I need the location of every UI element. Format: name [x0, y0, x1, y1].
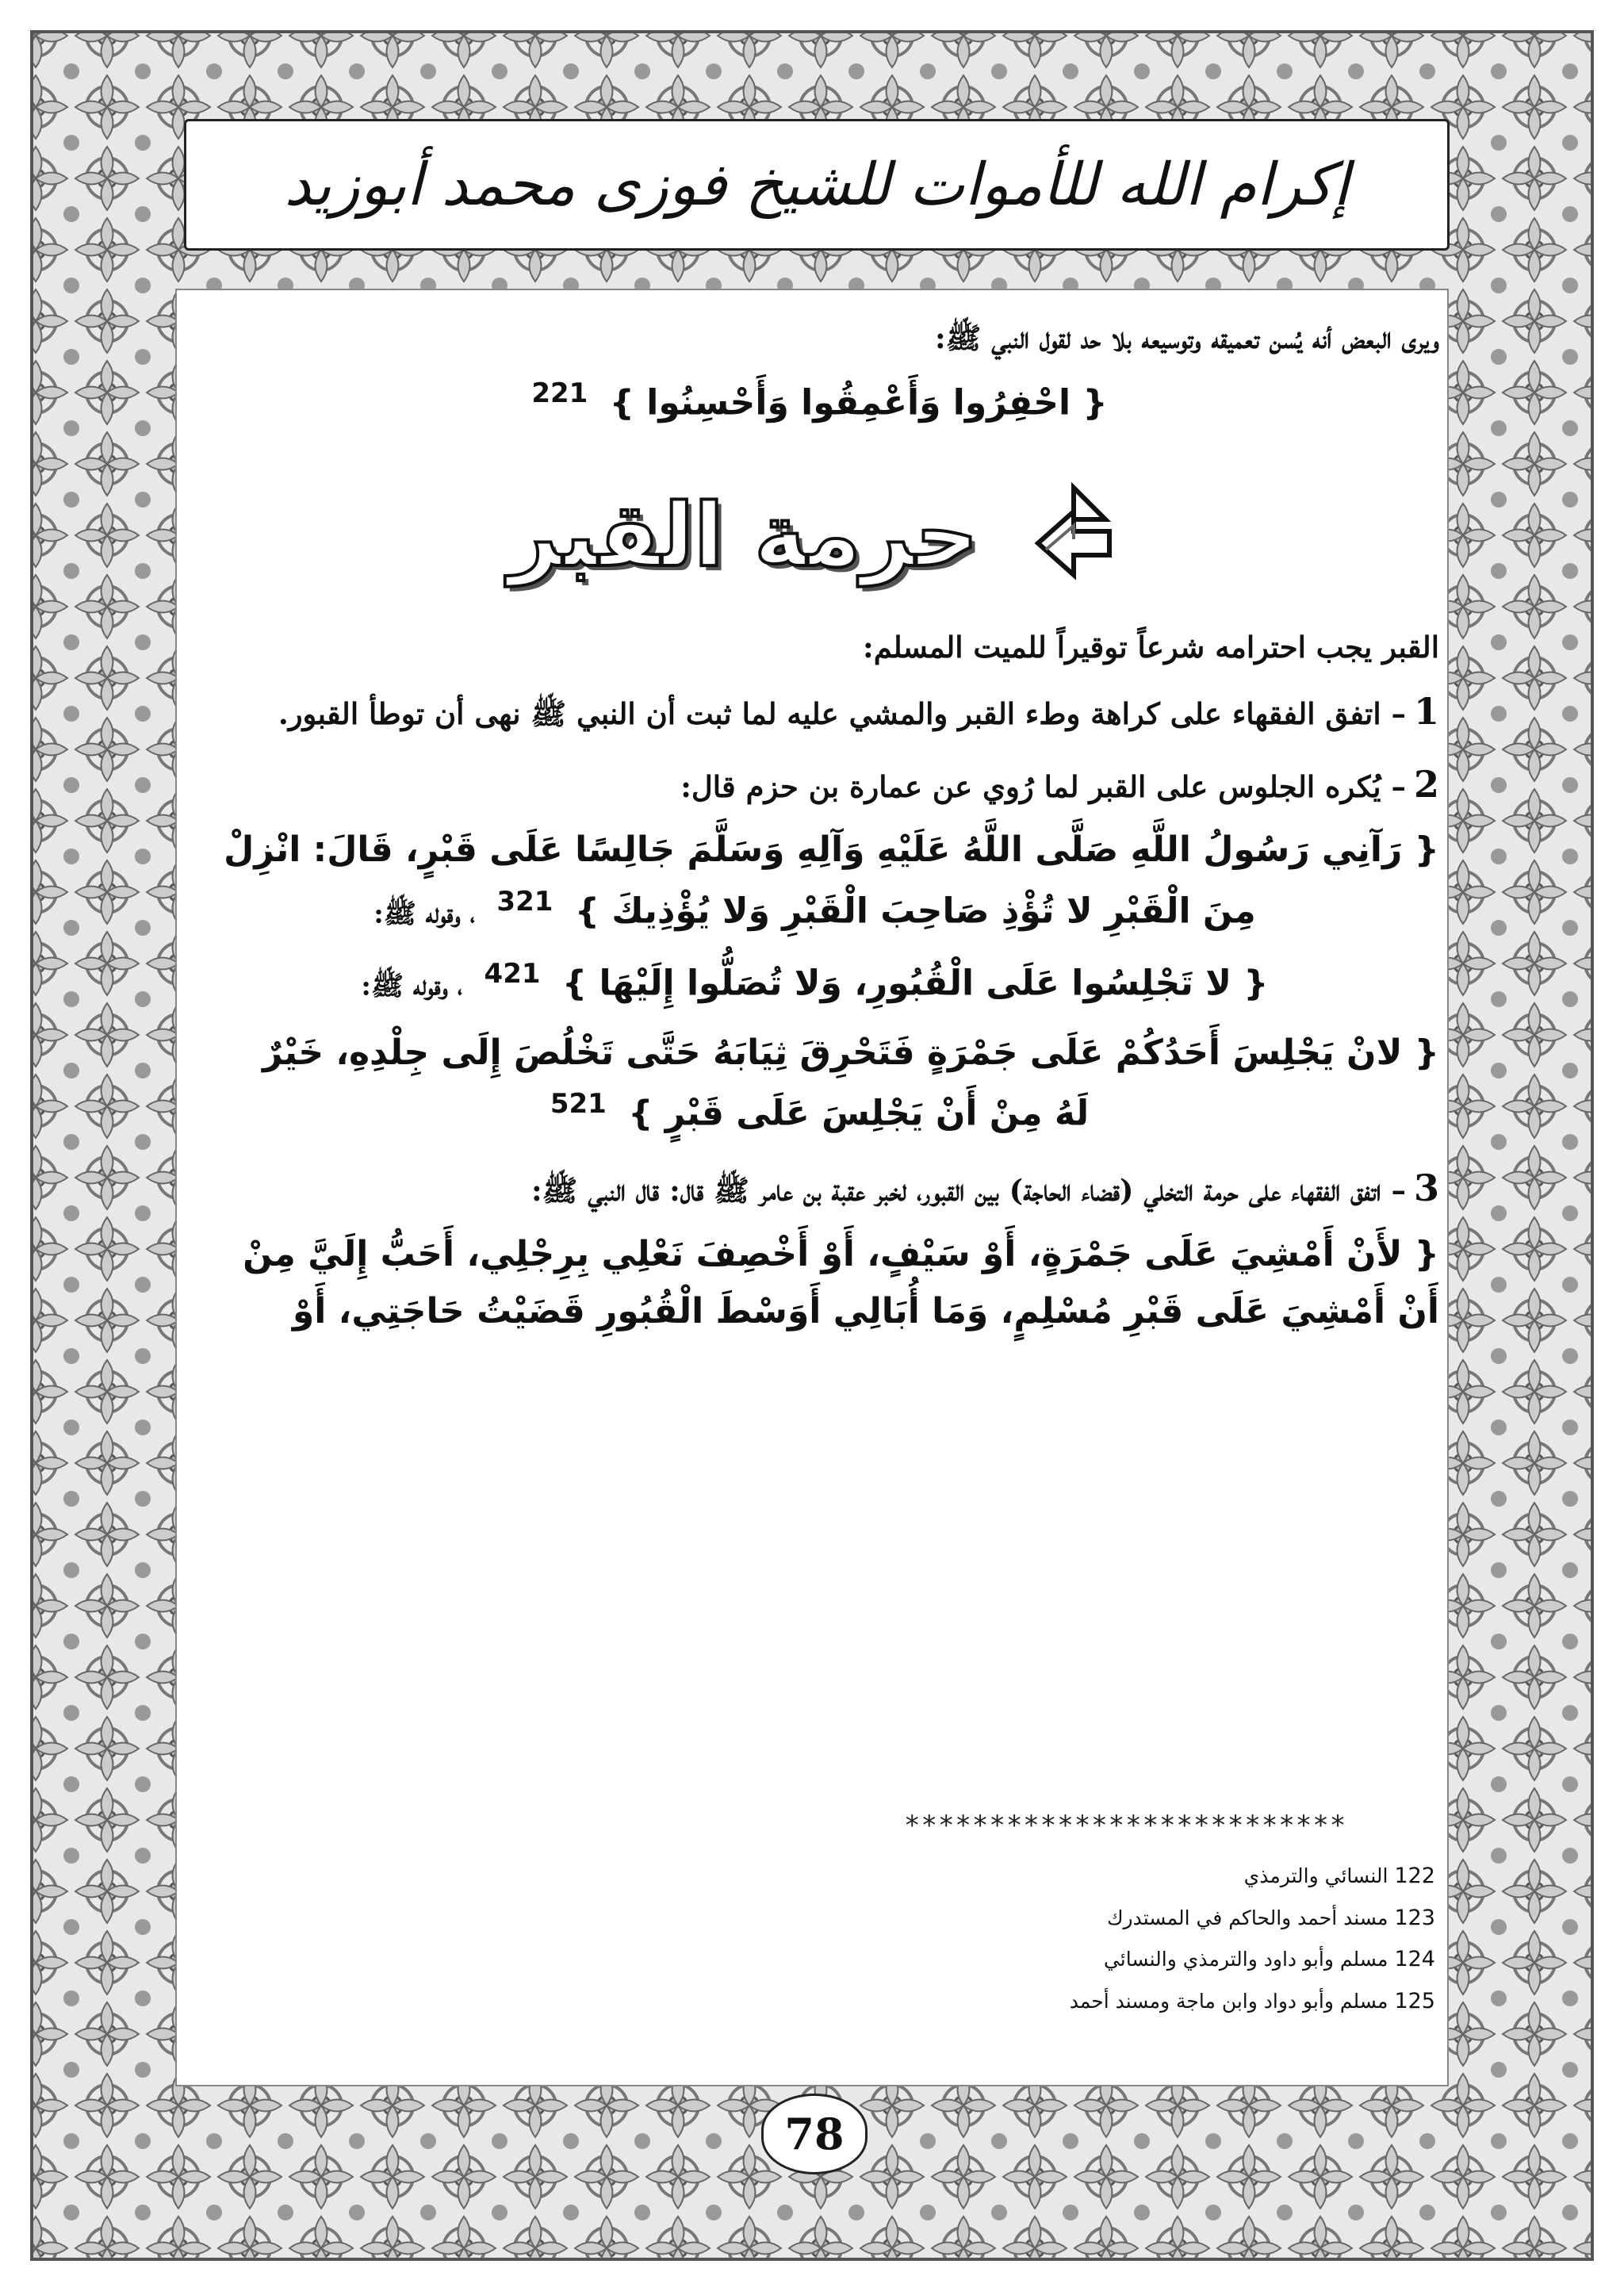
footnote-ref-2: 321	[496, 886, 553, 918]
qawluhu-2: ، وقوله ﷺ:	[373, 898, 476, 930]
item-1-text: – اتفق الفقهاء على كراهة وطء القبر والمشي عليه لما ثبت أن النبي ﷺ نهى أن توطأ القبور.	[278, 696, 1406, 732]
hadith-5-line-1: { لأَنْ أَمْشِيَ عَلَى جَمْرَةٍ، أَوْ سَيْفٍ، أَوْ أَخْصِفَ نَعْلِي بِرِجْلِي، أَحَبُّ إِلَيَّ مِنْ	[243, 1233, 1439, 1274]
hadith-3-text: { لا تَجْلِسُوا عَلَى الْقُبُورِ، وَلا تُصَلُّوا إِلَيْهَا }	[561, 963, 1269, 1004]
hadith-2-line-1: { رَآنِي رَسُولُ اللَّهِ صَلَّى اللَّهُ عَلَيْهِ وَآلِهِ وَسَلَّمَ جَالِسًا عَلَى قَبْرٍ، قَالَ: انْزِلْ	[224, 829, 1439, 871]
page-number-badge	[761, 2094, 868, 2174]
item-2-number: 2	[1413, 763, 1439, 806]
footnote: 124مسلم وأبو داود والترمذي والنسائي	[1103, 1947, 1435, 1972]
footnotes	[991, 1856, 1435, 2023]
footnote: 123مسند أحمد والحاكم في المستدرك	[1106, 1905, 1435, 1930]
footnote-ref-1: 221	[531, 377, 588, 409]
main-content	[190, 313, 1439, 1963]
hadith-2-line-2	[190, 879, 1439, 941]
item-3-number: 3	[1413, 1167, 1439, 1210]
item-1	[190, 680, 1439, 742]
intro-line: ويرى البعض أنه يُسن تعميقه وتوسيعه بلا حد لقول النبي ﷺ:	[934, 320, 1439, 355]
book-title: إكرام الله للأموات للشيخ فوزى محمد أبوزيد	[284, 151, 1350, 219]
hadith-2-text: مِنَ الْقَبْرِ لا تُؤْذِ صَاحِبَ الْقَبْرِ وَلا يُؤْذِيكَ }	[574, 891, 1256, 932]
hadith-4-text: لَهُ مِنْ أَنْ يَجْلِسَ عَلَى قَبْرٍ }	[628, 1093, 1090, 1134]
hadith-4-line-1: { لانْ يَجْلِسَ أَحَدُكُمْ عَلَى جَمْرَةٍ فَتَحْرِقَ ثِيَابَهُ حَتَّى تَخْلُصَ إِلَى جِلْدِهِ، خَيْرٌ	[262, 1032, 1439, 1073]
item-2	[190, 753, 1439, 815]
qawluhu-3: ، وقوله ﷺ:	[361, 970, 463, 1002]
hadith-1-text: { احْفِرُوا وَأَعْمِقُوا وَأَحْسِنُوا }	[609, 382, 1108, 423]
footnote: 125مسلم وأبو دواد وابن ماجة ومسند أحمد	[1069, 1988, 1435, 2013]
footnote-ref-3: 421	[484, 958, 541, 990]
hadith-5-line-2: أَنْ أَمْشِيَ عَلَى قَبْرِ مُسْلِمٍ، وَمَا أُبَالِي أَوَسْطَ الْقُبُورِ قَضَيْتُ حَاجَتِي، أَوْ	[292, 1291, 1439, 1332]
header-banner	[184, 119, 1450, 251]
arrow-icon	[1026, 480, 1121, 591]
item-3-text: – اتفق الفقهاء على حرمة التخلي (قضاء الحاجة) بين القبور، لخبر عقبة بن عامر ﷺ قال: قال النبي ﷺ:	[530, 1173, 1406, 1209]
hadith-1	[190, 371, 1439, 432]
page-number: 78	[784, 2109, 845, 2159]
hadith-3	[190, 952, 1439, 1013]
item-1-number: 1	[1413, 690, 1439, 734]
item-3	[190, 1157, 1439, 1219]
opening-paragraph: القبر يجب احترامه شرعاً توقيراً للميت المسلم:	[863, 630, 1439, 665]
footnote-ref-4: 521	[550, 1088, 607, 1121]
section-heading	[190, 480, 1439, 591]
item-2-text: – يُكره الجلوس على القبر لما رُوي عن عمارة بن حزم قال:	[680, 769, 1406, 805]
footnote-separator: **************************	[904, 1810, 1347, 1841]
section-title: حرمة القبر	[508, 485, 979, 587]
hadith-4-line-2	[190, 1082, 1439, 1143]
footnote: 122النسائي والترمذي	[1243, 1864, 1435, 1888]
